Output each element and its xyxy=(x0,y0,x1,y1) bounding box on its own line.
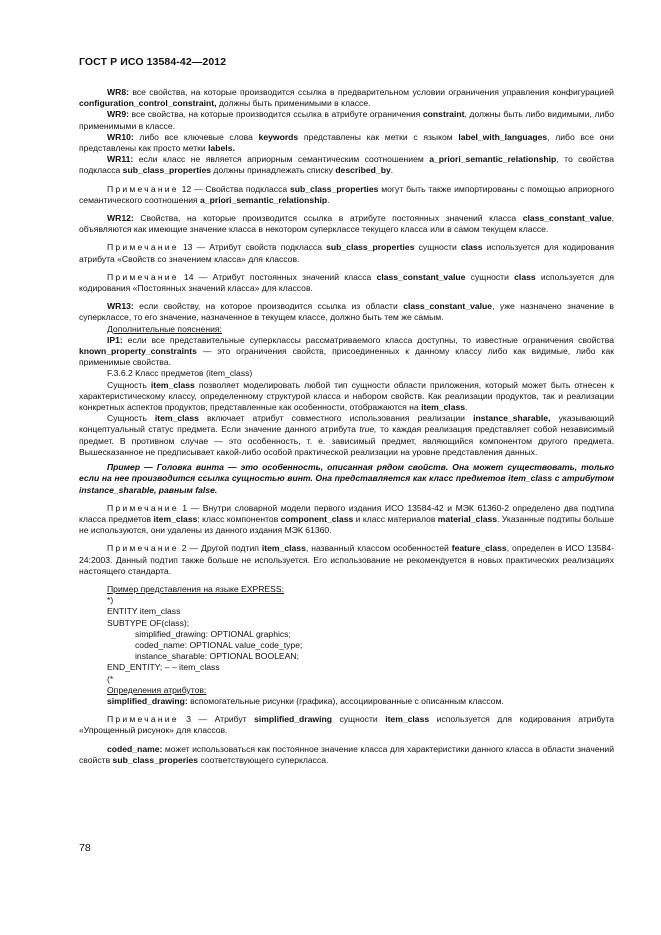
note-2: Примечание 2 — Другой подтип item_class, названный классом особенностей feature_class, определен в ИСО 13584-24:2003. Данный подтип также больше не используется. Его использование не рекомендуется в новых практических реализациях настоящего стандарта. xyxy=(79,543,614,576)
rule-wr13: WR13: если свойству, на которое производится ссылка из области class_constant_value, уже назначено значение в суперклассе, то его значение, назначенное в текущем классе, должно быть тем же самым. xyxy=(79,301,614,323)
note-13: Примечание 13 — Атрибут свойств подкласса sub_class_properties сущности class используется для кодирования атрибута «Свойств со значением класса» для классов. xyxy=(79,242,614,264)
attr-simplified-drawing: simplified_drawing: вспомогательные рисунки (графика), ассоциированные с описанным классом. xyxy=(107,695,504,706)
attr-heading: Определения атрибутов: xyxy=(107,684,207,695)
page-body xyxy=(79,87,614,766)
rule-wr12: WR12: Свойства, на которые производится ссылка в атрибуте постоянных значений класса class_constant_value, объявляются как имеющие значение класса в некотором суперклассе текущего класса или в самом текущем классе. xyxy=(79,213,614,235)
document-header: ГОСТ Р ИСО 13584-42—2012 xyxy=(79,56,227,68)
note-3: Примечание 3 — Атрибут simplified_drawing сущности item_class используется для кодирования атрибута «Упрощенный рисунок» для классов. xyxy=(79,714,614,736)
rule-wr10: WR10: либо все ключевые слова keywords представлены как метки с языком label_with_languages, либо все они представлены как просто метки labels. xyxy=(79,131,614,154)
note-1: Примечание 1 — Внутри словарной модели первого издания ИСО 13584-42 и МЭК 61360-2 определено два подтипа класса предметов item_class: класс компонентов component_class и класс материалов material_class. Указанные подтипы больше не используются, они удалены из данного издания МЭК 61360. xyxy=(79,502,614,536)
item-class-para-1: Сущность item_class позволяет моделировать любой тип сущности области приложения, который может быть отнесен к характеристическому классу, определенному структурой класса и набором свойств. Как реализации продуктов, так и реализации конкретных аспектов продуктов, представленные как особенности, отображаются на item_class. xyxy=(79,379,614,413)
item-class-para-2: Сущность item_class включает атрибут совместного использования реализации instance_sharable, указывающий концептуальный статус предмета. Если значение данного атрибута true, то каждая реализация представляет собой независимый предмет. В противном случае — это особенность, т. е. зависимый предмет, являющийся компонентом другого предмета. Вышесказанное не предписывает какой-либо особой практической реализации на уровне представления данных. xyxy=(79,413,614,457)
rule-wr11: WR11: если класс не является априорным семантическим соотношением a_priori_semantic_relationship, то свойства подкласса sub_class_properties должны принадлежать списку described_by. xyxy=(79,154,614,176)
rule-ip1: IP1: если все представительные суперклассы рассматриваемого класса доступны, то известные ограничения свойства known_property_constraints — это ограничения свойств, присоединенных к данному классу либо как видимые, либо как применимые свойства. xyxy=(79,334,614,368)
attr-coded-name: coded_name: может использоваться как постоянное значение класса для характеристики данного класса в области значений свойств sub_class_properies соответствующего суперкласса. xyxy=(79,743,614,765)
express-code-block: *) ENTITY item_class SUBTYPE OF(class); simplified_drawing: OPTIONAL graphics; coded_name: OPTIONAL value_code_type; instance_sharable: OPTIONAL BOOLEAN; END_ENTITY; – – item_class (* xyxy=(107,595,303,684)
extra-heading: Дополнительные пояснения: xyxy=(107,323,222,334)
note-14: Примечание 14 — Атрибут постоянных значений класса class_constant_value сущности class используется для кодирования «Постоянных значений класса» для классов. xyxy=(79,271,615,294)
page-number: 78 xyxy=(79,842,91,854)
rule-wr8: WR8: все свойства, на которые производится ссылка в предварительном условии ограничения управления конфигурацией configuration_control_constraint, должны быть применимыми в классе. xyxy=(79,87,614,109)
rule-wr9: WR9: все свойства, на которые производится ссылка в атрибуте ограничения constraint, должны быть либо видимыми, либо применимыми в классе. xyxy=(79,109,614,131)
example-para: Пример — Головка винта — это особенность, описанная рядом свойств. Она может существовать, только если на нее производится ссылка сущностью винт. Она представляется как класс предметов item_class с атрибутом instance_sharable, равным false. xyxy=(79,462,614,495)
note-12: Примечание 12 — Свойства подкласса sub_class_properties могут быть также импортированы с помощью априорного семантического соотношения a_priori_semantic_relationship. xyxy=(79,183,615,205)
section-heading: F.3.6.2 Класс предметов (item_class) xyxy=(107,368,253,379)
express-heading: Пример представления на языке EXPRESS: xyxy=(107,583,285,594)
